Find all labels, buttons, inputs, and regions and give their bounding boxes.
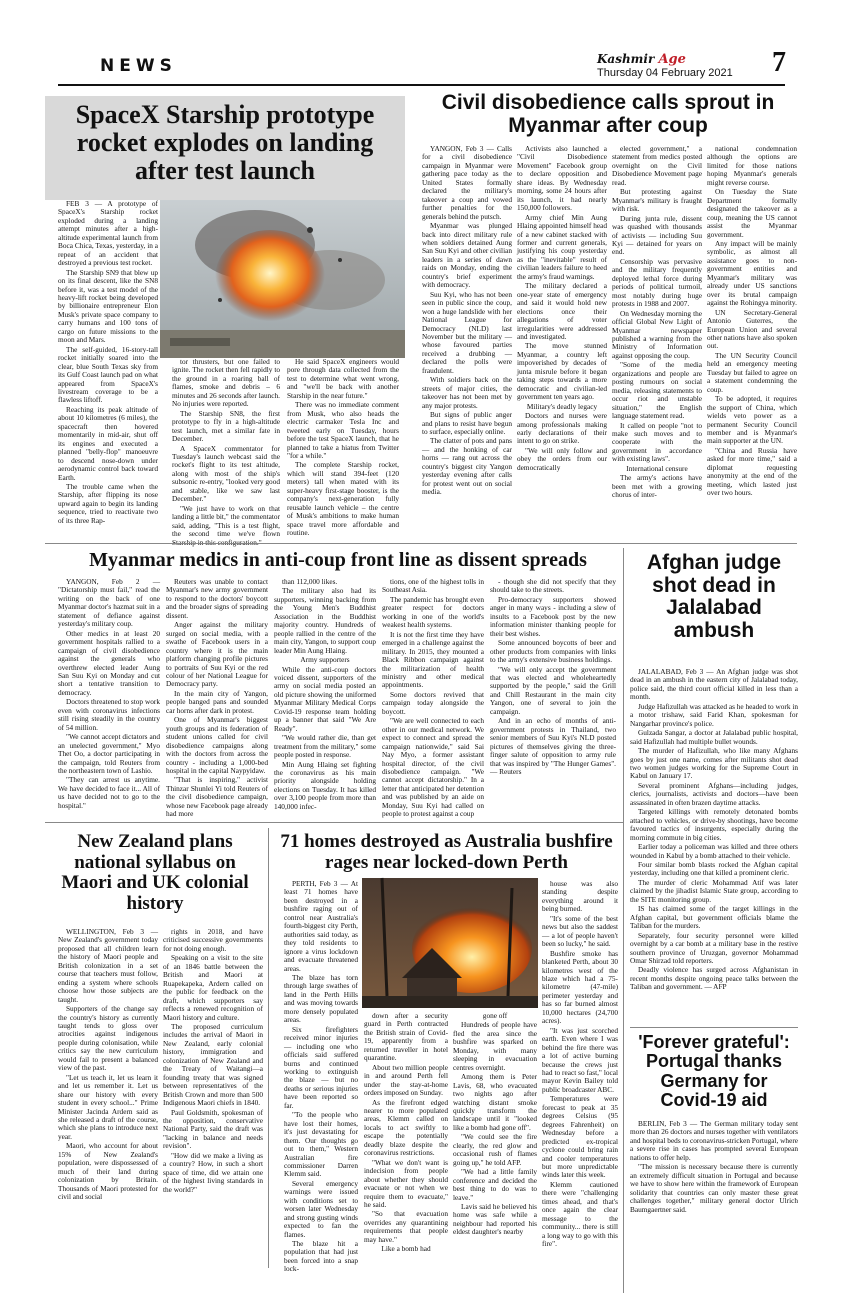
paragraph: The self-guided, 16-story-tall rocket initially soared into the clear, blue South Texas sky from its Gulf Coast launch pad on what appeared from SpaceX's livestream coverage to be a flawless liftoff. [58, 344, 158, 405]
medics-col-5 [490, 578, 616, 816]
medics-col-4 [382, 577, 484, 819]
paragraph: Gulzada Sangar, a doctor at Jalalabad public hospital, said Hafizullah had multiple bullet wounds. [630, 728, 798, 746]
paragraph: Four similar bomb blasts rocked the Afghan capital yesterday, including one that killed a prominent cleric. [630, 859, 798, 878]
divider [45, 543, 797, 544]
paragraph: The proposed curriculum includes the arrival of Maori in New Zealand, early colonial history, immigration and colonization of New Zealand and the Treaty of Waitangi—a founding treaty that was signed between representatives of the British Crown and more than 500 Indigenous Maori chiefs in 1840. [163, 1021, 263, 1108]
nz-headline: New Zealand plans national syllabus on Maori and UK colonial history [61, 831, 249, 914]
divider [45, 822, 623, 823]
paragraph: The murder of Hafizullah, who like many Afghans goes by just one name, comes after militants shot dead two women judges working for the Supreme Court in Kabul on January 17. [630, 746, 798, 781]
subheading: gone off [482, 1011, 508, 1020]
paragraph: Doctors threatened to stop work even with coronavirus infections still rising steadily in the country of 54 million. [58, 697, 160, 732]
paragraph: Other medics in at least 20 government hospitals rallied to a campaign of civil disobedience against the generals who overthrew elected leader Aung San Suu Kyi on Monday and cut short a tentative transition to democracy. [58, 628, 160, 697]
rocket-explosion-photo [160, 200, 405, 358]
coup-col-2 [517, 145, 607, 537]
paragraph: YANGON, Feb 3 — Calls for a civil disobedience campaign in Myanmar were gathering pace today as the United States formally declared the military's takeover a coup and vowed further penalties for the generals behind the putsch. [422, 144, 512, 221]
paragraph: Several emergency warnings were issued with conditions set to worsen later Wednesday and strong gusting winds expected to fan the flames. [284, 1178, 358, 1239]
paragraph: "Let us teach it, let us learn it and let us remember it. Let us share our history with every student in every school..." Prime Minister Jacinda Ardern said as she released a draft of the course, which she plans to introduce next year. [58, 1072, 158, 1141]
subheading: International censure [626, 463, 688, 473]
medics-headline: Myanmar medics in anti-coup front line as dissent spreads [89, 549, 587, 571]
paragraph: The trouble came when the Starship, after flipping its nose upward again to begin its landing sequence, tried to reactivate two of its three Rap- [58, 481, 158, 525]
paragraph: Deadly violence has surged across Afghanistan in recent months despite ongoing peace talks between the Taliban and government. — AFP [630, 965, 798, 992]
page-number: 7 [772, 47, 786, 78]
perth-col-3 [453, 1012, 537, 1265]
spacex-col-1 [58, 199, 158, 525]
paragraph: But signs of public anger and plans to resist have begun to surface, especially online. [422, 410, 512, 436]
paragraph: JALALABAD, Feb 3 — An Afghan judge was shot dead in an ambush in the eastern city of Jalalabad today, police said, the third court official killed in less than a month. [630, 667, 798, 702]
paragraph: The Starship SN9 that blew up on its final descent, like the SN8 before it, was a test model of the heavy-lift rocket being developed by billionaire entrepreneur Elon Musk's private space company to carry humans and 100 tons of cargo on future missions to the moon and Mars. [58, 267, 158, 345]
paragraph: About two million people in and around Perth fell under the stay-at-home orders imposed on Sunday. [364, 1062, 448, 1098]
perth-headline: 71 homes destroyed as Australia bushfire rages near locked-down Perth [280, 831, 613, 873]
portugal-body [630, 1120, 798, 1260]
coup-col-4 [707, 145, 797, 537]
portugal-headline: 'Forever grateful': Portugal thanks Germany for Covid-19 aid [638, 1032, 790, 1111]
divider [630, 1027, 798, 1028]
paragraph: "To the people who have lost their homes, it's just devastating for them. Our thoughts go out to them," Western Australian fire commissioner Darren Klemm said. [284, 1110, 358, 1179]
paragraph: The move stunned Myanmar, a country left impoverished by decades of junta misrule before it began taking steps towards a more democratic and civilian-led government ten years ago. [517, 341, 607, 402]
paragraph: On Tuesday the State Department formally designated the takeover as a coup, meaning the US cannot assist the Myanmar government. [707, 187, 797, 239]
paragraph: Earlier today a policeman was killed and three others wounded in Kabul by a bomb attached to their vehicle. [630, 842, 798, 860]
afghan-body [630, 668, 798, 1023]
paragraph: IS has claimed some of the target killings in the Afghan capital, but government officials blame the Taliban for the murders. [630, 904, 798, 931]
paragraph: There was no immediate comment from Musk, who also heads the electric carmaker Tesla Inc and tweeted early on Tuesday, hours before the test SpaceX launch, that he planned to take a hiatus from Twitter "for a while." [287, 400, 399, 460]
paragraph: Reaching its peak altitude of about 10 kilometres (6 miles), the spacecraft then hovered momentarily in mid-air, shut off its engines and executed a planned "belly-flop" manoeuvre to descend nose-down under aerodynamic control back toward Earth. [58, 404, 158, 482]
paragraph: "We cannot accept dictators and an unelected government," Myo Thet Oo, a doctor participating in the campaign, told Reuters from the northeastern town of Lashio. [58, 732, 160, 775]
paragraph: YANGON, Feb 2 — "Dictatorship must fail," read the writing on the back of one Myanmar doctor's hazmat suit in a statement of defiance against yesterday's military coup. [58, 577, 160, 629]
afghan-headline: Afghan judge shot dead in Jalalabad ambush [646, 551, 782, 643]
paragraph: "We had a little family conference and decided the best thing to do was to leave." [453, 1167, 537, 1202]
paragraph: "How did we make a living as a country? How, in such a short space of time, did we attain one of the highest living standards in the world?" [163, 1150, 263, 1194]
paragraph: "So that evacuation overrides any quarantining requirements that people may have." [364, 1209, 448, 1244]
medics-col-1 [58, 578, 160, 816]
paragraph: "We just have to work on that landing a little bit," the commentator said, adding, "This is a test flight, the second time we've flown [172, 503, 280, 539]
medics-col-2 [166, 577, 268, 819]
perth-col-4 [542, 880, 618, 1265]
paragraph: national condemnation although the options are limited for those nations hoping Myanmar's generals might reverse course. [707, 144, 797, 187]
paragraph: Activists also launched a "Civil Disobedience Movement" Facebook group to declare opposition and share ideas. By Wednesday morning, some 24 hours after its launch, it had nearly 150,000 followers. [517, 144, 607, 213]
paragraph: Maori, who account for about 15% of New Zealand's population, were dispossessed of much of their land during colonization by Britain. Thousands of Maori protested for civil and social [58, 1141, 158, 1202]
paragraph: Min Aung Hlaing set fighting the coronavirus as his main priority alongside holding elections on Tuesday. It has killed over 3,100 people from more than 140,000 infec- [274, 759, 376, 811]
subheading: Military's deadly legacy [526, 401, 598, 411]
paragraph: Doctors and nurses were among professionals making early declarations of their intent to go on strike. [517, 411, 607, 446]
paragraph: With soldiers back on the streets of major cities, the takeover has not been met by any major protests. [422, 375, 512, 410]
paragraph: "We would rather die, than get treatment from the military," some people posted in response. [274, 733, 376, 760]
paragraph: Censorship was pervasive and the military frequently deployed lethal force during periods of political turmoil, most notably during huge protests in 1988 and 2007. [612, 256, 702, 309]
paragraph: PERTH, Feb 3 — At least 71 homes have been destroyed in a bushfire raging out of control near Australia's fourth-biggest city Perth, authorities said today, as they told residents to ignore a virus lockdown and evacuate threatened areas. [284, 879, 358, 973]
paragraph: "Some of the media organizations and people are posting rumours on social media, releasing statements to occur riot and unstable situation," the English language statement read. [612, 360, 702, 421]
paragraph: "We could see the fire clearly, the red glow and occasional rush of flames going up," he told AFP. [453, 1132, 537, 1167]
paragraph: Speaking on a visit to the site of an 1846 battle between the British and Maori at Ruapekapeka, Ardern called on the public for feedback on the draft, which supporters say reflects a renewed recognition of Maori history and culture. [163, 953, 263, 1022]
subheading: Army supporters [300, 655, 350, 665]
paragraph: Bushfire smoke has blanketed Perth, about 30 kilometres west of the blaze which had a 75-kilometre (47-mile) perimeter yesterday and has so far burned almost 10,000 hectares (24,700 acres). [542, 948, 618, 1026]
perth-col-1 [284, 879, 358, 1274]
brand-left: Kashmir [597, 52, 655, 66]
paragraph: And in an echo of months of anti-government protests in Thailand, two senior members of Suu Kyi's NLD posted pictures of themselves giving the three-finger salute of opposition to army rule that was inspired by "The Hunger Games". — Reuters [490, 716, 616, 776]
paragraph: Separately, four security personnel were killed overnight by a car bomb at a military base in the restive southern province of Uruzgan, governor Mohammad Omar Shirzad told reporters. [630, 930, 798, 965]
perth-col-2 [364, 1012, 448, 1265]
masthead-logo [597, 52, 686, 67]
paragraph: than 112,000 likes. [282, 577, 338, 586]
paragraph: Supporters of the change say the country's history as currently taught tends to gloss over atrocities against indigenous people during colonisation, while critics say the new curriculum would fail to present a balanced view of the past. [58, 1004, 158, 1073]
paragraph: Some doctors revived that campaign today alongside the boycott. [382, 689, 484, 716]
paragraph: FEB 3 — A prototype of SpaceX's Starship rocket exploded during a landing attempt minutes after a high-altitude experimental launch from Boca Chica, Texas, yesterday, in a repeat of an accident that destroyed a previous test rocket. [58, 199, 158, 268]
paragraph: Suu Kyi, who has not been seen in public since the coup, won a huge landslide with her National League for Democracy (NLD) last November but the military — whose favoured parties received a drubbing — declared the polls were fraudulent. [422, 289, 512, 375]
paragraph: Reuters was unable to contact Myanmar's new army government to respond to the doctors' boycott and the broader signs of spreading dissent. [166, 577, 268, 620]
coup-col-1 [422, 145, 512, 537]
paragraph: Paul Goldsmith, spokesman of the opposition, conservative National Party, said the draft was "lacking in balance and needs revision". [163, 1107, 263, 1151]
paragraph: Any impact will be mainly symbolic, as almost all assistance goes to non-government entities and Myanmar's military was already under US sanctions over its brutal campaign against the Rohingya minority. [707, 238, 797, 308]
paragraph: Lavis said he believed his home was safe while a neighbour had reported his eldest daughter's nearby [453, 1201, 537, 1237]
issue-date: Thursday 04 February 2021 [597, 67, 733, 79]
paragraph: "What we don't want is indecision from people about whether they should evacuate or not when we require them to evacuate," he said. [364, 1157, 448, 1209]
brand-right: Age [658, 52, 686, 67]
paragraph: "The mission is necessary because there is currently an extremely difficult situation in Portugal and because we have to show here within the framework of European solidarity that countries can only master these great challenges together," military general doctor Ulrich Baumgaertner said. [630, 1162, 798, 1214]
paragraph: Army chief Min Aung Hlaing appointed himself head of a new cabinet stacked with former and current generals, justifying his coup yesterday as the "inevitable" result of civilian leaders failure to heed the army's fraud warnings. [517, 212, 607, 281]
paragraph: - though she did not specify that they should take to the streets. [490, 577, 616, 595]
paragraph: Among them is Peter Lavis, 68, who evacuated two nights ago after watching distant smoke quickly transform the landscape until it "looked like a bomb had gone off". [453, 1072, 537, 1132]
column-divider [623, 548, 624, 1293]
paragraph: Targeted killings with remotely detonated bombs attached to vehicles, or drive-by shootings, have become favoured tactics of insurgents, especially during the morning commute in big cities. [630, 807, 798, 842]
spacex-col-2 [172, 357, 280, 539]
paragraph: Klemm cautioned there were "challenging times ahead, and that's once again the clear message to the community... there is still a long way to go with this fire". [542, 1179, 618, 1249]
column-divider [268, 828, 269, 1268]
paragraph: house was also standing despite everything around it being burned. [542, 879, 618, 914]
paragraph: As the firefront edged nearer to more populated areas, Klemm called on locals to act swiftly to escape the potentially deadly blaze despite the coronavirus restrictions. [364, 1097, 448, 1158]
paragraph: UN Secretary-General Antonio Guterres, the European Union and several other nations have also spoken out. [707, 307, 797, 351]
section-label: NEWS [100, 56, 177, 76]
paragraph: "We will only accept the government that was elected and wholeheartedly supported by the people," said the Grill and Chill Restaurant in the main city Yangon, one of several to join the campaign. [490, 664, 616, 716]
paragraph: The pandemic has brought even greater respect for doctors working in one of the world's weakest health systems. [382, 594, 484, 630]
paragraph: The complete Starship rocket, which will stand 394-feet (120 meters) tall when mated with its super-heavy first-stage booster, is the company's next-generation fully reusable launch vehicle – the centre of Musk's ambitions to make human space travel more affordable and routine. [287, 460, 399, 538]
medics-col-3 [274, 578, 376, 816]
paragraph: Hundreds of people have fled the area since the bushfire was sparked on Monday, with many sleeping in evacuation centres overnight. [453, 1020, 537, 1072]
paragraph: elected government," a statement from medics posted overnight on the Civil Disobedience Movement page read. [612, 144, 702, 187]
paragraph: The murder of cleric Mohammad Atif was later claimed by the jihadist Islamic State group, according to the SITE monitoring group. [630, 877, 798, 904]
paragraph: The military declared a one-year state of emergency and said it would hold new elections once their allegations of voter irregularities were addressed and investigated. [517, 281, 607, 341]
spacex-headline: SpaceX Starship prototype rocket explodes on landing after test launch [75, 100, 375, 186]
paragraph: rights in 2018, and have criticised successive governments for not doing enough. [163, 927, 263, 953]
myanmar-coup-headline: Civil disobedience calls sprout in Myanmar after coup [441, 91, 775, 137]
paragraph: Several prominent Afghans—including judges, clerics, journalists, activists and doctors—have been assassinated in often brazen daytime attacks. [630, 780, 798, 807]
paragraph: "They can arrest us anytime. We have decided to face it... All of us have decided not to go to the hospital." [58, 775, 160, 810]
paragraph: "That is inspiring," activist Thinzar Shunlei Yi told Reuters of the civil disobedience campaign, whose new Facebook page already had more [166, 775, 268, 819]
paragraph: The blaze has torn through large swathes of land in the Perth Hills and was moving towards more densely populated areas. [284, 972, 358, 1025]
paragraph: BERLIN, Feb 3 — The German military today sent more than 26 doctors and nurses together with ventilators and hospital beds to coronavirus-stricken Portugal, where a severe rise in cases has prompted several European nations to offer help. [630, 1119, 798, 1162]
paragraph: tor thrusters, but one failed to ignite. The rocket then fell rapidly to the ground in a roaring ball of flames, smoke and debris – 6 minutes and 26 seconds after launch. No injuries were reported. [172, 357, 280, 409]
paragraph: He said SpaceX engineers would pore through data collected from the test to determine what went wrong, and "we'll be back with another Starship in the near future." [287, 357, 399, 400]
paragraph: Temperatures were forecast to peak at 35 degrees Celsius (95 degrees Fahrenheit) on Wednesday before a predicted ex-tropical cyclone could bring rain and cooler temperatures but more unpredictable winds later this week. [542, 1094, 618, 1180]
paragraph: In the main city of Yangon, people banged pans and sounded car horns after dark in protest. [166, 688, 268, 715]
paragraph: While the anti-coup doctors voiced dissent, supporters of the army on social media posted an old picture showing the uniformed Myanmar Military Medical Corps Covid-19 response team holding up a banner that said "We Are Ready". [274, 664, 376, 733]
paragraph: On Wednesday morning the official Global New Light of Myanmar newspaper published a warning from the Ministry of Information against opposing the coup. [612, 308, 702, 360]
paragraph: "China and Russia have asked for more time," said a diplomat requesting anonymity at the end of the meeting, which lasted just over two hours. [707, 445, 797, 498]
paragraph: WELLINGTON, Feb 3 — New Zealand's government today proposed that all children learn the history of Maori people and British colonization in a set course that teachers must follow, ending a system where schools choose how those subjects are taught. [58, 927, 158, 1004]
paragraph: The military also had its supporters, winning backing from the Young Men's Buddhist Association in the Buddhist majority country. Hundreds of people rallied in the centre of the main city, Yangon, to support coup leader Min Aung Hlaing. [274, 586, 376, 655]
nz-col-2 [163, 928, 263, 1263]
paragraph: Anger against the military surged on social media, with a swathe of Facebook users in a country where it is the main platform changing profile pictures to portraits of Suu Kyi or the red colour of her National League for Democracy party. [166, 620, 268, 689]
paragraph: Some announced boycotts of beer and other products from companies with links to the army's extensive business holdings. [490, 638, 616, 665]
paragraph: tions, one of the highest tolls in Southeast Asia. [382, 577, 484, 595]
paragraph: The UN Security Council held an emergency meeting Tuesday but failed to agree on a statement condemning the coup. [707, 350, 797, 394]
paragraph: Pro-democracy supporters showed anger in many ways - including a slew of insults to a Facebook post by the new information minister thanking people for their best wishes. [490, 594, 616, 638]
paragraph: It is not the first time they have emerged in a challenge against the military. In 2015, they mounted a Black Ribbon campaign against the militarization of health ministry and other medical appointments. [382, 629, 484, 690]
paragraph: The Starship SN8, the first prototype to fly in a high-altitude test launch, met a similar fate in December. [172, 408, 280, 444]
paragraph: "It was just scorched earth. Even where I was behind the fire there was a lot of active burning because the crews just had to react so fast," local mayor Kevin Bailey told public broadcaster ABC. [542, 1025, 618, 1094]
paragraph: "We are well connected to each other in our medical network. We expect to connect and spread the campaign nationwide," said Sai Nay Myo, a former assistant hospital director, of the civil disobedience campaign. "We cannot accept dictatorship." In a letter that anticipated her detention and was published by an aide on Monday, Suu Kyi had called on people to protest against a coup [382, 716, 484, 819]
paragraph: The army's actions have been met with a growing chorus of inter- [612, 473, 702, 500]
paragraph: But protesting against Myanmar's military is fraught with risk. [612, 187, 702, 214]
paragraph: down after a security guard in Perth contracted the British strain of Covid-19, apparently from a returned traveller in hotel quarantine. [364, 1011, 448, 1063]
coup-col-3 [612, 145, 702, 537]
paragraph: To be adopted, it requires the support of China, which wields veto power as a permanent Security Council member and is Myanmar's main supporter at the UN. [707, 394, 797, 446]
paragraph: "It's some of the best news but also the saddest — a lot of people haven't been so lucky," he said. [542, 913, 618, 949]
subheading: Like a bomb had [381, 1244, 431, 1254]
header-rule [58, 84, 785, 86]
paragraph: The blaze hit a population that had just been forced into a snap lock- [284, 1239, 358, 1274]
spacex-col-3 [287, 357, 399, 538]
bushfire-photo [362, 878, 538, 1008]
nz-col-1 [58, 928, 158, 1263]
paragraph: The clatter of pots and pans — and the honking of car horns — rang out across the country's biggest city Yangon yesterday evening after calls for protest went out on social media. [422, 436, 512, 497]
paragraph: "We will only follow and obey the orders from our democratically [517, 445, 607, 472]
paragraph: A SpaceX commentator for Tuesday's launch webcast said the rocket's flight to its test altitude, along with most of the ship's subsonic re-entry, "looked very good and stable, like we saw last December." [172, 443, 280, 504]
paragraph: During junta rule, dissent was quashed with thousands of activists — including Suu Kyi — detained for years on end. [612, 213, 702, 257]
paragraph: One of Myanmar's biggest youth groups and its federation of student unions called for civil disobedience campaigns along with the doctors from across the country - including a 1,000-bed hospital in the capital Naypyidaw. [166, 715, 268, 775]
paragraph: Six firefighters received minor injuries — including one who officials said suffered burns and continued working to extinguish the blaze — but no deaths or serious injuries have been reported so far. [284, 1024, 358, 1110]
paragraph: Judge Hafizullah was attacked as he headed to work in a motor trishaw, said Farid Khan, spokesman for Nangarhar province's police. [630, 701, 798, 728]
paragraph: It called on people "not to make such moves and to cooperate with the government in accordance with existing laws". [612, 420, 702, 464]
paragraph: Myanmar was plunged back into direct military rule when soldiers detained Aung San Suu Kyi and other civilian leaders in a series of dawn raids on Monday, ending the country's brief experiment with democracy. [422, 221, 512, 290]
